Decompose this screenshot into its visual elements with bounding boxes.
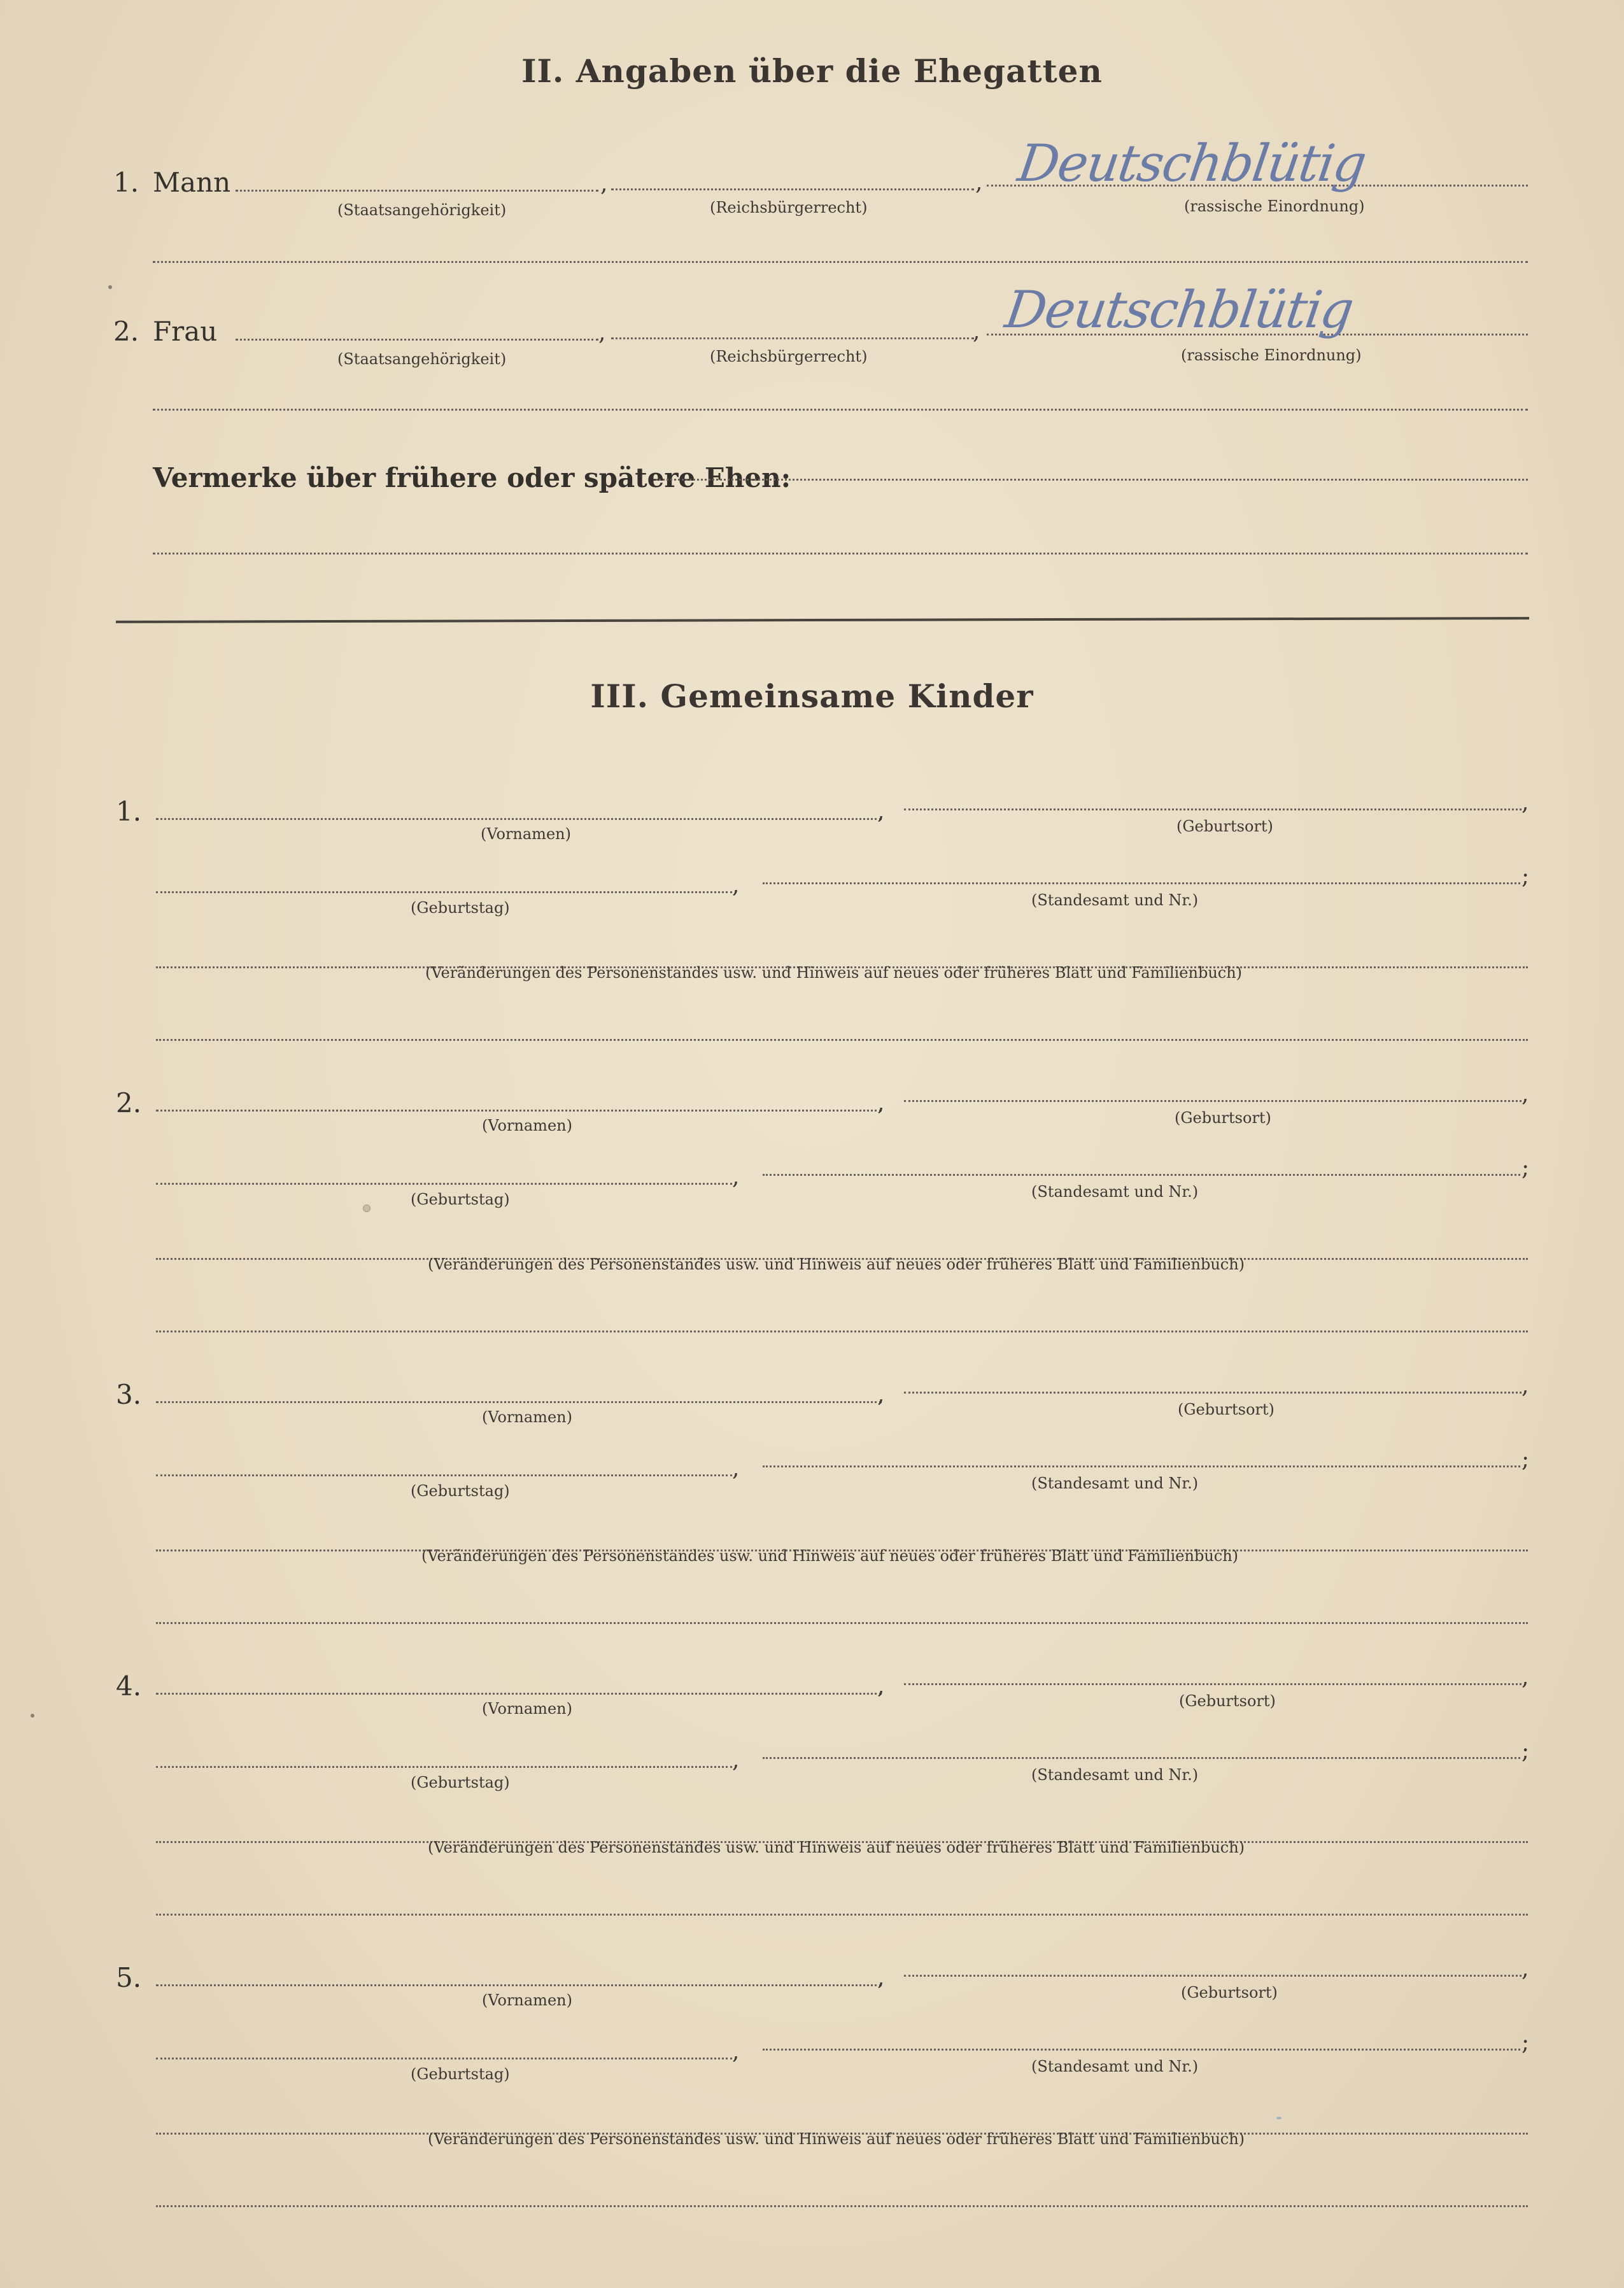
caption-veraenderungen: (Veränderungen des Personenstandes usw. und Hinweis auf neues oder früheres Blatt und Familienbuch) (428, 1839, 1245, 1856)
child-standesamt-field[interactable] (763, 1174, 1520, 1176)
frau-extra-line[interactable] (153, 409, 1528, 411)
comma: , (877, 1965, 885, 1991)
comma: , (732, 1455, 740, 1481)
mann-reich-field[interactable] (611, 188, 974, 190)
child-veraenderungen-field-2[interactable] (156, 1914, 1528, 1916)
vermerke-field[interactable] (656, 479, 1528, 481)
child-standesamt-field[interactable] (763, 1465, 1520, 1467)
child-number: 3. (116, 1379, 142, 1410)
child-geburtsort-field[interactable] (904, 1100, 1522, 1102)
comma: , (1522, 1956, 1529, 1982)
child-standesamt-field[interactable] (763, 1757, 1520, 1759)
semicolon: ; (1522, 1446, 1530, 1472)
caption-reichsbuergerrecht: (Reichsbürgerrecht) (710, 199, 868, 216)
caption-vornamen: (Vornamen) (481, 825, 571, 843)
caption-standesamt: (Standesamt und Nr.) (1031, 1766, 1199, 1784)
comma: , (975, 169, 983, 195)
child-geburtstag-field[interactable] (156, 1766, 732, 1768)
child-geburtstag-field[interactable] (156, 1474, 732, 1476)
child-geburtsort-field[interactable] (904, 1975, 1522, 1977)
child-geburtsort-field[interactable] (904, 809, 1522, 810)
caption-geburtsort: (Geburtsort) (1181, 1984, 1278, 2002)
mann-extra-line[interactable] (153, 261, 1528, 263)
mann-label: Mann (153, 167, 231, 198)
caption-geburtstag: (Geburtstag) (411, 1774, 510, 1791)
child-geburtstag-field[interactable] (156, 2058, 732, 2059)
comma: , (973, 318, 980, 344)
semicolon: ; (1522, 2030, 1530, 2056)
caption-geburtstag: (Geburtstag) (411, 1190, 510, 1208)
comma: , (600, 171, 608, 197)
comma: , (1522, 1373, 1529, 1399)
child-standesamt-field[interactable] (763, 882, 1520, 884)
child-standesamt-field[interactable] (763, 2049, 1520, 2051)
frau-handwritten-value: Deutschblütig (1001, 280, 1357, 339)
child-veraenderungen-field-2[interactable] (156, 1039, 1528, 1041)
caption-vornamen: (Vornamen) (482, 1700, 572, 1718)
mann-staat-field[interactable] (236, 190, 598, 192)
child-vornamen-field[interactable] (156, 818, 882, 820)
frau-number: 2. (113, 316, 139, 347)
caption-vornamen: (Vornamen) (482, 1991, 572, 2009)
caption-standesamt: (Standesamt und Nr.) (1031, 891, 1199, 909)
semicolon: ; (1522, 1738, 1530, 1764)
caption-standesamt: (Standesamt und Nr.) (1031, 1183, 1199, 1201)
child-vornamen-field[interactable] (156, 1401, 882, 1403)
mann-number: 1. (113, 167, 139, 198)
comma: , (877, 1381, 885, 1408)
vermerke-label: Vermerke über frühere oder spätere Ehen: (153, 462, 791, 493)
comma: , (732, 2038, 740, 2065)
child-number: 1. (116, 796, 142, 827)
caption-standesamt: (Standesamt und Nr.) (1031, 2058, 1199, 2075)
child-vornamen-field[interactable] (156, 1984, 882, 1986)
section-2-title: II. Angaben über die Ehegatten (521, 52, 1103, 90)
comma: , (1522, 1664, 1529, 1690)
caption-geburtstag: (Geburtstag) (411, 1482, 510, 1500)
caption-vornamen: (Vornamen) (482, 1117, 572, 1134)
paper-speck (108, 285, 112, 289)
paper-speck (31, 1714, 34, 1718)
child-geburtstag-field[interactable] (156, 891, 732, 893)
frau-reich-field[interactable] (611, 337, 974, 339)
caption-geburtsort: (Geburtsort) (1176, 817, 1273, 835)
child-number: 2. (116, 1087, 142, 1119)
caption-veraenderungen: (Veränderungen des Personenstandes usw. und Hinweis auf neues oder früheres Blatt und Familienbuch) (425, 964, 1243, 982)
caption-veraenderungen: (Veränderungen des Personenstandes usw. und Hinweis auf neues oder früheres Blatt und Familienbuch) (421, 1547, 1239, 1565)
child-number: 5. (116, 1962, 142, 1993)
comma: , (598, 320, 606, 346)
caption-rassische-einordnung: (rassische Einordnung) (1184, 197, 1365, 215)
child-veraenderungen-field-2[interactable] (156, 1622, 1528, 1624)
comma: , (877, 1090, 885, 1116)
mann-handwritten-value: Deutschblütig (1014, 134, 1369, 193)
frau-staat-field[interactable] (236, 339, 598, 341)
semicolon: ; (1522, 1155, 1530, 1181)
caption-geburtsort: (Geburtsort) (1175, 1109, 1271, 1127)
child-vornamen-field[interactable] (156, 1110, 882, 1112)
child-veraenderungen-field-2[interactable] (156, 2205, 1528, 2207)
caption-standesamt: (Standesamt und Nr.) (1031, 1474, 1199, 1492)
comma: , (1522, 1081, 1529, 1107)
comma: , (732, 1747, 740, 1773)
caption-staatsangehoerigkeit: (Staatsangehörigkeit) (337, 350, 507, 368)
semicolon: ; (1522, 863, 1530, 889)
vermerke-field-2[interactable] (153, 553, 1528, 554)
caption-geburtsort: (Geburtsort) (1179, 1692, 1276, 1710)
paper-speck (363, 1204, 371, 1212)
child-veraenderungen-field-2[interactable] (156, 1331, 1528, 1332)
caption-geburtstag: (Geburtstag) (411, 899, 510, 917)
child-geburtstag-field[interactable] (156, 1183, 732, 1185)
child-geburtsort-field[interactable] (904, 1392, 1522, 1394)
caption-veraenderungen: (Veränderungen des Personenstandes usw. und Hinweis auf neues oder früheres Blatt und Familienbuch) (428, 1255, 1245, 1273)
caption-geburtsort: (Geburtsort) (1178, 1401, 1274, 1418)
caption-geburtstag: (Geburtstag) (411, 2065, 510, 2083)
caption-reichsbuergerrecht: (Reichsbürgerrecht) (710, 348, 868, 365)
comma: , (1522, 789, 1529, 816)
comma: , (877, 798, 885, 824)
child-geburtsort-field[interactable] (904, 1683, 1522, 1685)
comma: , (877, 1673, 885, 1699)
caption-staatsangehoerigkeit: (Staatsangehörigkeit) (337, 201, 507, 219)
child-vornamen-field[interactable] (156, 1693, 882, 1695)
frau-label: Frau (153, 316, 218, 347)
comma: , (732, 1164, 740, 1190)
caption-rassische-einordnung: (rassische Einordnung) (1181, 346, 1362, 364)
caption-vornamen: (Vornamen) (482, 1408, 572, 1426)
comma: , (732, 872, 740, 898)
paper-speck (1276, 2117, 1282, 2119)
section-3-title: III. Gemeinsame Kinder (590, 677, 1034, 715)
section-divider (116, 617, 1529, 623)
caption-veraenderungen: (Veränderungen des Personenstandes usw. und Hinweis auf neues oder früheres Blatt und Familienbuch) (428, 2130, 1245, 2148)
child-number: 4. (116, 1670, 142, 1702)
